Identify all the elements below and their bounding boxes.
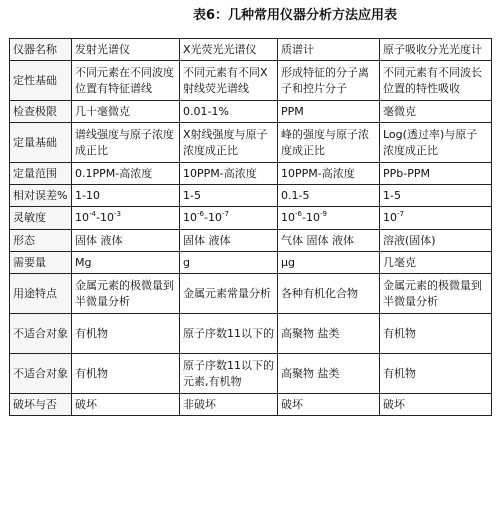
table-cell: PPb-PPM	[380, 163, 492, 185]
table-cell: 非破坏	[180, 394, 278, 416]
table-cell: 溶液(固体)	[380, 230, 492, 252]
table-cell: 形成特征的分子离子和控片分子	[278, 61, 380, 101]
row-label-cell: 不适合对象	[10, 354, 72, 394]
table-cell: 固体 液体	[72, 230, 180, 252]
row-label-cell: 形态	[10, 230, 72, 252]
table-cell: 有机物	[72, 354, 180, 394]
table-cell: 破坏	[72, 394, 180, 416]
table-cell: 峰的强度与原子浓度成正比	[278, 123, 380, 163]
exponent: -3	[113, 210, 121, 218]
row-label-cell: 定量范围	[10, 163, 72, 185]
table-cell: 气体 固体 液体	[278, 230, 380, 252]
header-label-cell: 仪器名称	[10, 39, 72, 61]
table-cell: 不同元素在不同波度位置有特征谱线	[72, 61, 180, 101]
table-cell: 不同元素有不同波长位置的特性吸收	[380, 61, 492, 101]
table-cell: 谱线强度与原子浓度成正比	[72, 123, 180, 163]
row-label-cell: 需要量	[10, 252, 72, 274]
table-row	[10, 230, 492, 252]
table-cell: 10PPM-高浓度	[278, 163, 380, 185]
table-cell: 金属元素常量分析	[180, 274, 278, 314]
table-row	[10, 207, 492, 230]
table-row	[10, 394, 492, 416]
sensitivity-cell	[278, 207, 380, 230]
base-number: 10	[383, 211, 397, 224]
row-label-cell: 灵敏度	[10, 207, 72, 230]
table-cell: 高聚物 盐类	[278, 354, 380, 394]
table-cell: 10PPM-高浓度	[180, 163, 278, 185]
base-number: -10	[203, 211, 222, 224]
row-label-cell: 定性基础	[10, 61, 72, 101]
table-cell: μg	[278, 252, 380, 274]
header-cell: 质谱计	[278, 39, 380, 61]
header-cell: 发射光谱仪	[72, 39, 180, 61]
table-cell: 0.1-5	[278, 185, 380, 207]
base-number: 10	[183, 211, 197, 224]
table-row	[10, 354, 492, 394]
table-row	[10, 163, 492, 185]
exponent: -6	[295, 210, 302, 218]
table-cell: 1-5	[380, 185, 492, 207]
row-label-cell: 定量基础	[10, 123, 72, 163]
table-cell: Mg	[72, 252, 180, 274]
base-number: -10	[95, 211, 114, 224]
table-cell: 有机物	[380, 354, 492, 394]
table-row	[10, 123, 492, 163]
table-cell: 破坏	[380, 394, 492, 416]
table-cell: 原子序数11以下的元素,有机物	[180, 354, 278, 394]
table-cell: 各种有机化合物	[278, 274, 380, 314]
table-cell: 不同元素有不同X射线荧光谱线	[180, 61, 278, 101]
table-cell: 有机物	[380, 314, 492, 354]
table-row	[10, 185, 492, 207]
table-cell: 有机物	[72, 314, 180, 354]
exponent: -4	[89, 210, 96, 218]
table-cell: 1-5	[180, 185, 278, 207]
page-title: 表6：几种常用仪器分析方法应用表	[192, 8, 398, 23]
sensitivity-cell	[380, 207, 492, 230]
table-cell: 0.01-1%	[180, 101, 278, 123]
row-label-cell: 破坏与否	[10, 394, 72, 416]
table-header-row	[10, 39, 492, 61]
analysis-methods-table	[9, 38, 492, 416]
table-row	[10, 252, 492, 274]
row-label-cell: 不适合对象	[10, 314, 72, 354]
row-label-cell: 检查极限	[10, 101, 72, 123]
row-label-cell: 用途特点	[10, 274, 72, 314]
exponent: -7	[221, 210, 229, 218]
table-cell: 高聚物 盐类	[278, 314, 380, 354]
table-cell: 毫微克	[380, 101, 492, 123]
base-number: 10	[281, 211, 295, 224]
header-cell: X光荧光光谱仪	[180, 39, 278, 61]
exponent: -6	[197, 210, 204, 218]
table-cell: Log(透过率)与原子浓度成正比	[380, 123, 492, 163]
table-row	[10, 274, 492, 314]
table-cell: X射线强度与原子浓度成正比	[180, 123, 278, 163]
header-cell: 原子吸收分光光度计	[380, 39, 492, 61]
table-cell: 破坏	[278, 394, 380, 416]
table-cell: 原子序数11以下的	[180, 314, 278, 354]
base-number: 10	[75, 211, 89, 224]
table-row	[10, 61, 492, 101]
table-body	[10, 39, 492, 416]
table-cell: 几毫克	[380, 252, 492, 274]
table-cell: g	[180, 252, 278, 274]
exponent: -7	[397, 210, 404, 218]
table-cell: 金属元素的极微量到半微量分析	[72, 274, 180, 314]
row-label-cell: 相对误差%	[10, 185, 72, 207]
base-number: -10	[301, 211, 320, 224]
table-cell: 0.1PPM-高浓度	[72, 163, 180, 185]
table-cell: 1-10	[72, 185, 180, 207]
table-row	[10, 101, 492, 123]
table-cell: 几十毫微克	[72, 101, 180, 123]
table-cell: 金属元素的极微量到半微量分析	[380, 274, 492, 314]
table-row	[10, 314, 492, 354]
table-cell: 固体 液体	[180, 230, 278, 252]
table-cell: PPM	[278, 101, 380, 123]
sensitivity-cell	[72, 207, 180, 230]
sensitivity-cell	[180, 207, 278, 230]
exponent: -9	[319, 210, 327, 218]
